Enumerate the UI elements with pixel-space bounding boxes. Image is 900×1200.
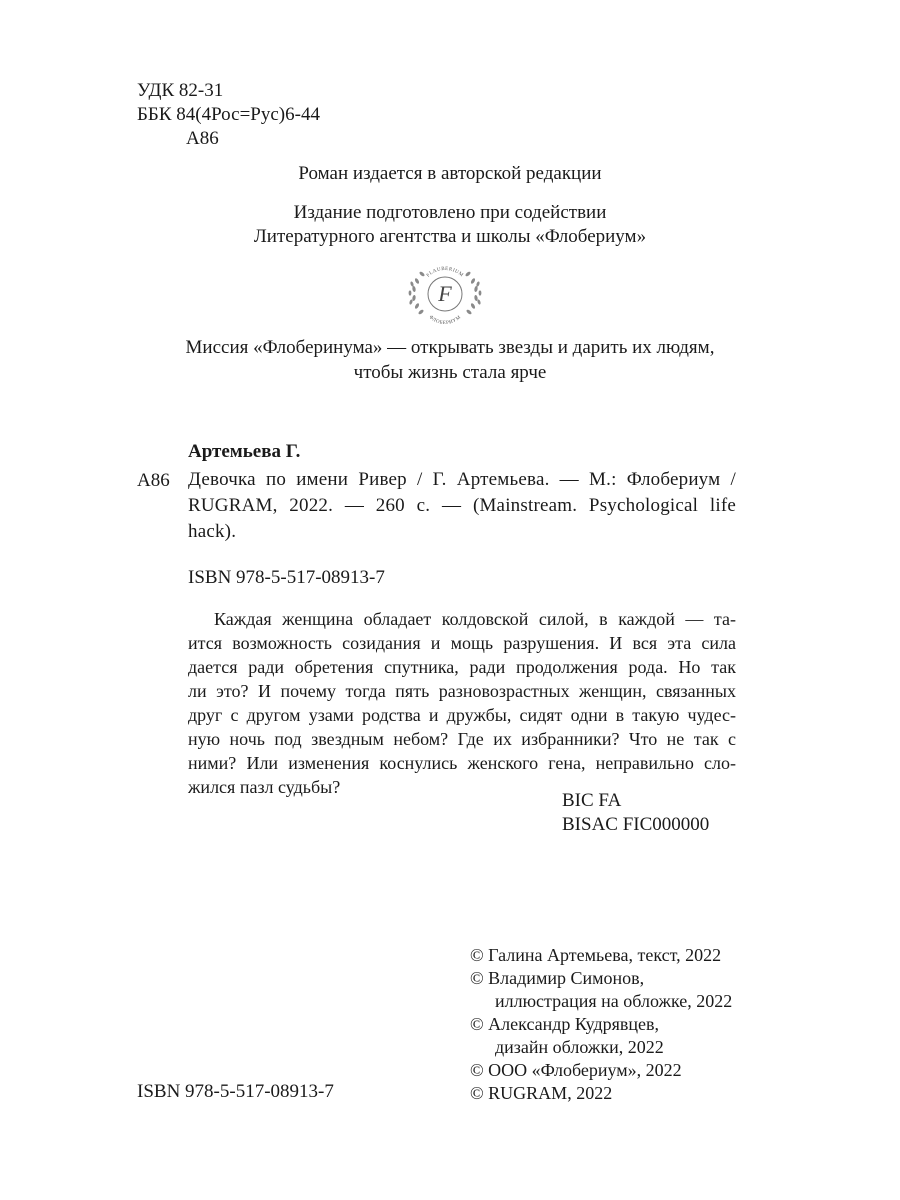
edition-note: Роман издается в авторской редакции: [298, 163, 602, 184]
support-note-line-1: Издание подготовлено при содействии: [293, 202, 607, 223]
flauberium-wreath-icon: [405, 258, 485, 328]
annotation-line: друг с другом узами родства и дружбы, сидят одни в такую чудес-: [188, 705, 736, 725]
bbk-code: ББК 84(4Рос=Рус)6-44: [137, 104, 320, 125]
copyright-line: © Владимир Симонов,: [470, 968, 645, 988]
annotation-line: ними? Или изменения коснулись женского гена, неправильно сло-: [188, 753, 736, 773]
svg-text:ФЛОБЕРИУМ: [428, 315, 463, 326]
record-mark: А86: [137, 470, 170, 491]
udk-code: УДК 82-31: [137, 80, 224, 101]
mission-line-1: Миссия «Флоберинума» — открывать звезды и дарить их людям,: [185, 337, 715, 358]
annotation-line: ную ночь под звездным небом? Где их избранники? Что не так с: [188, 729, 736, 749]
record-description-line: RUGRAM, 2022. — 260 с. — (Mainstream. Psychological life: [188, 495, 736, 516]
copyright-line: © Александр Кудрявцев,: [470, 1014, 660, 1034]
annotation-line: жился пазл судьбы?: [188, 777, 341, 797]
copyright-line: дизайн обложки, 2022: [495, 1037, 664, 1057]
support-note-line-2: Литературного агентства и школы «Флобериум»: [253, 226, 647, 247]
record-description-line: Девочка по имени Ривер / Г. Артемьева. — М.: Флобериум /: [188, 469, 736, 490]
annotation: [188, 607, 736, 799]
logo-top-text: FLAUBERIUM: [425, 266, 464, 279]
copyright-line: © RUGRAM, 2022: [470, 1083, 613, 1103]
record-isbn: ISBN 978-5-517-08913-7: [188, 567, 385, 588]
footer-isbn: ISBN 978-5-517-08913-7: [137, 1081, 334, 1102]
copyright-line: иллюстрация на обложке, 2022: [495, 991, 733, 1011]
annotation-line: дается ради обретения спутника, ради продолжения рода. Но так: [188, 657, 736, 677]
logo-letter: F: [438, 281, 452, 306]
annotation-line: Каждая женщина обладает колдовской силой, в каждой — та-: [214, 609, 736, 629]
mission-line-2: чтобы жизнь стала ярче: [353, 362, 547, 383]
author-mark: А86: [186, 128, 219, 149]
copyright-line: © ООО «Флобериум», 2022: [470, 1060, 682, 1080]
record-description: [188, 467, 736, 545]
logo-bottom-text: ФЛОБЕРИУМ: [427, 314, 463, 327]
annotation-line: ится возможность созидания и мощь разрушения. И вся эта сила: [188, 633, 736, 653]
annotation-line: ли это? И почему тогда пять разновозрастных женщин, связанных: [188, 681, 736, 701]
record-author: Артемьева Г.: [188, 441, 301, 462]
flauberium-logo: [405, 258, 485, 328]
copyright-line: © Галина Артемьева, текст, 2022: [470, 945, 722, 965]
bisac-code: BISAC FIC000000: [562, 814, 710, 835]
record-description-line: hack).: [188, 521, 237, 542]
bic-code: BIC FA: [562, 790, 622, 811]
